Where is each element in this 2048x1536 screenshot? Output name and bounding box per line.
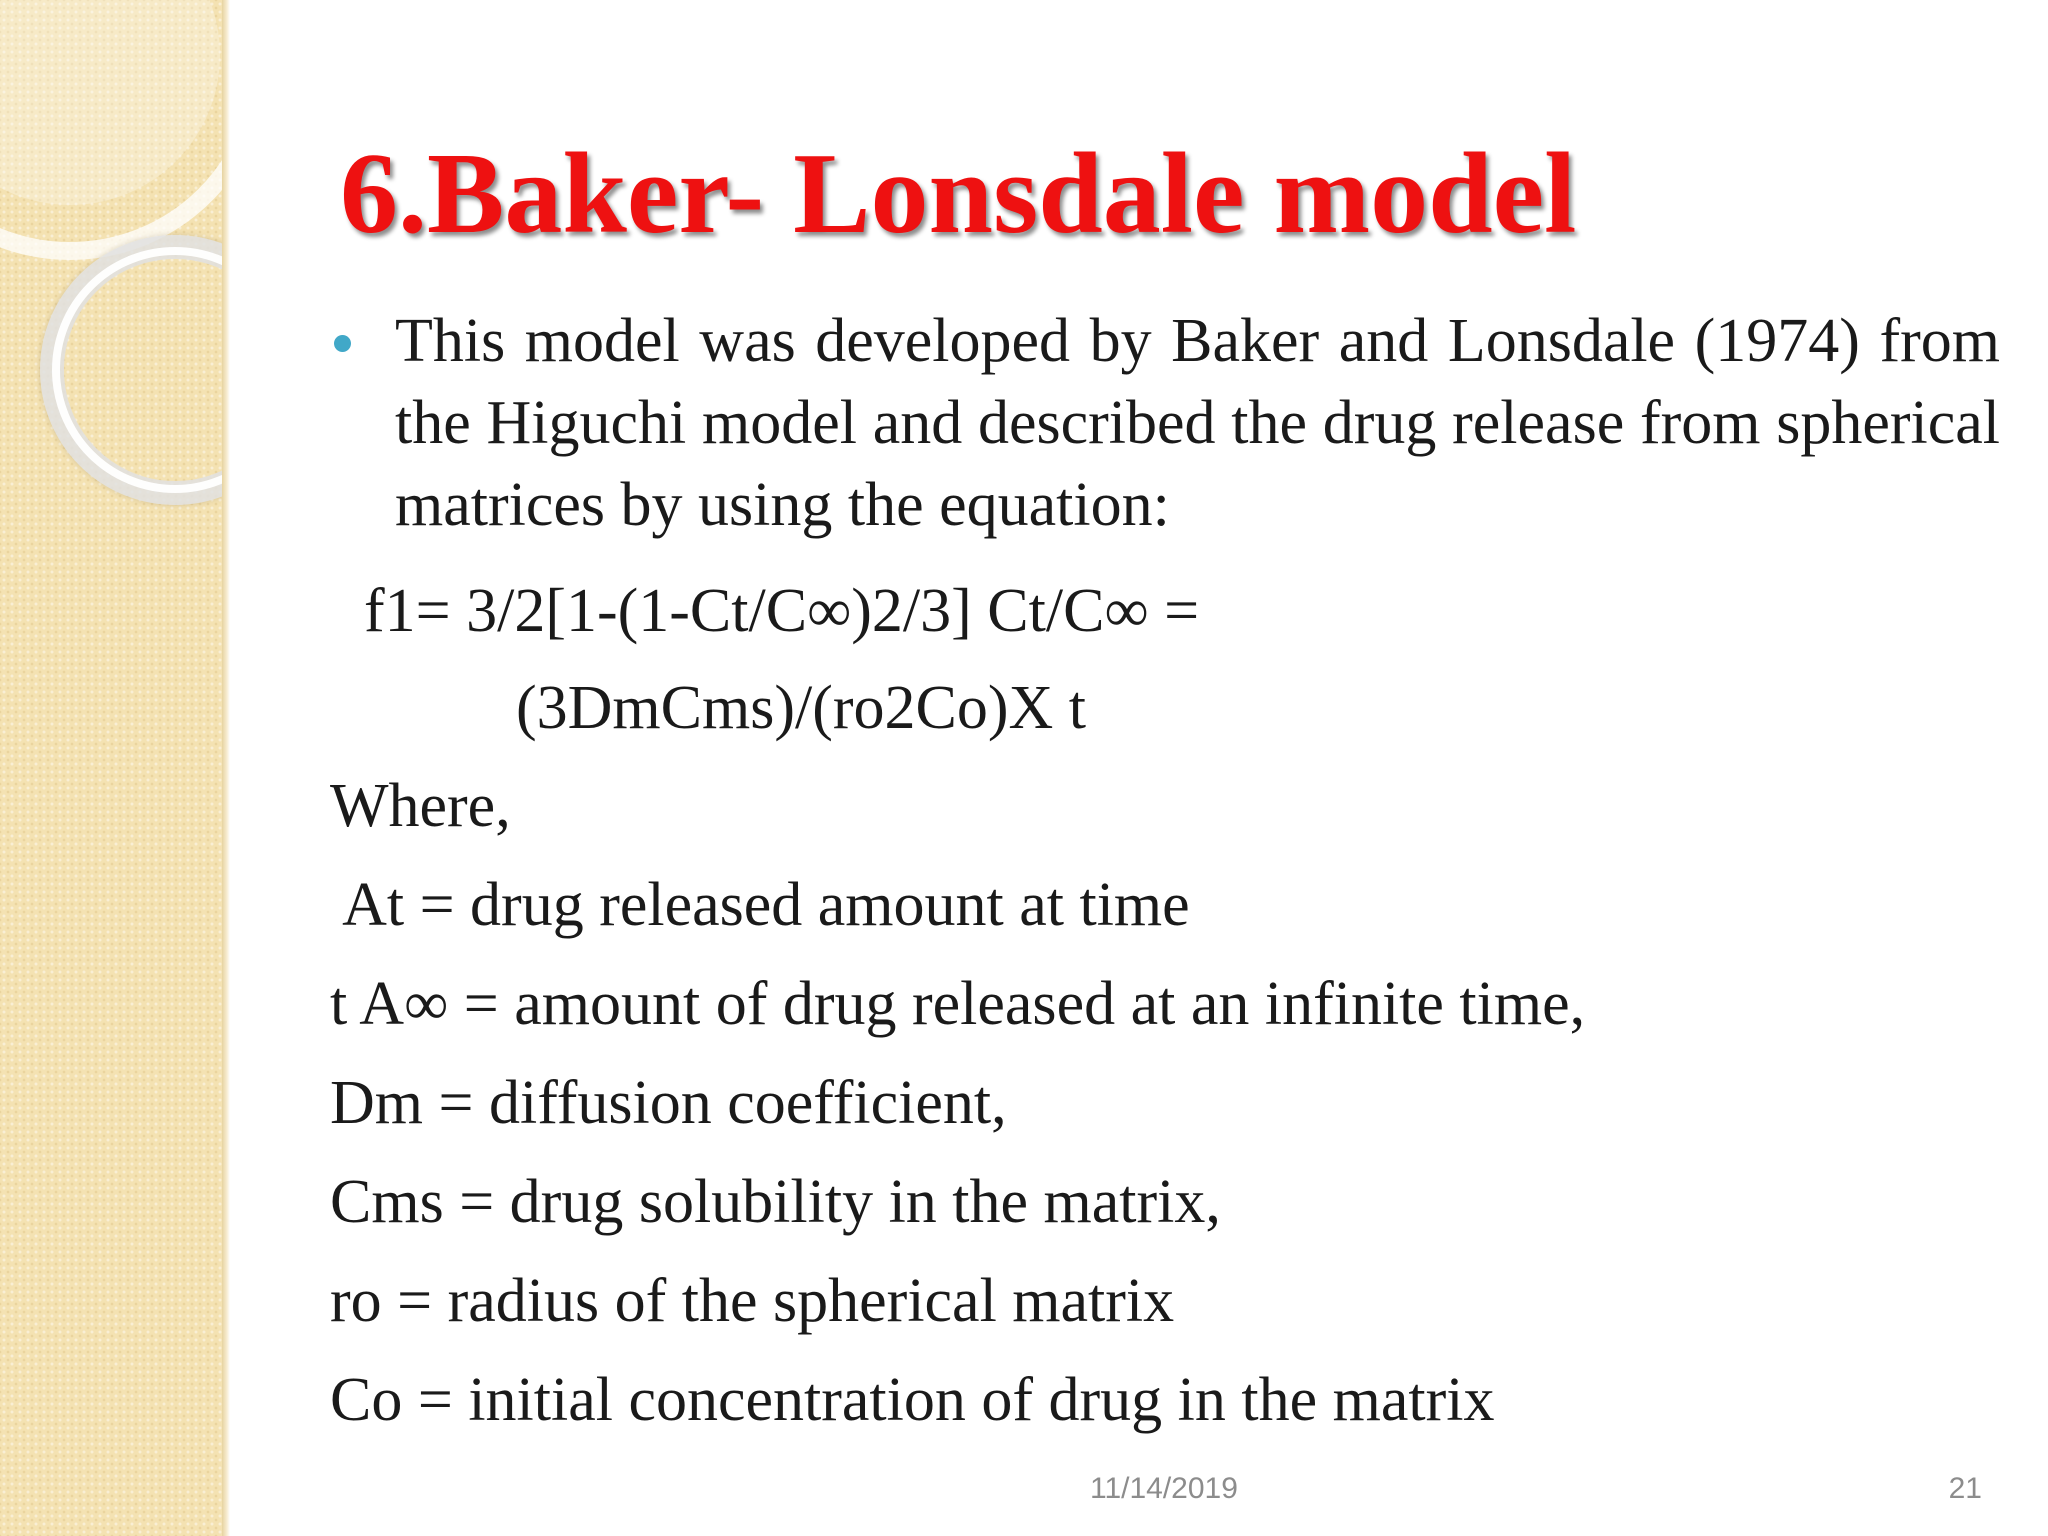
bullet-icon bbox=[334, 335, 351, 352]
bullet-text: This model was developed by Baker and Lonsdale (1974) from the Higuchi model and described the drug release from spherical matrices by using the equation: bbox=[395, 307, 2000, 539]
equation-line-1: f1= 3/2[1-(1-Ct/C∞)2/3] Ct/C∞ = bbox=[364, 577, 1200, 645]
definition-item: ro = radius of the spherical matrix bbox=[330, 1267, 1175, 1335]
definition-item: Dm = diffusion coefficient, bbox=[330, 1069, 1007, 1137]
definition-item: Cms = drug solubility in the matrix, bbox=[330, 1168, 1221, 1236]
footer-date: 11/14/2019 bbox=[1090, 1472, 1238, 1505]
decorative-ring-top bbox=[0, 0, 226, 260]
equation-line-2: (3DmCms)/(ro2Co)X t bbox=[516, 674, 1087, 742]
decorative-side-band bbox=[0, 0, 226, 1536]
slide-number: 21 bbox=[1948, 1472, 1982, 1505]
definition-item: Co = initial concentration of drug in the matrix bbox=[330, 1366, 1495, 1434]
definition-item: t A∞ = amount of drug released at an infinite time, bbox=[330, 970, 1586, 1038]
side-band-edge bbox=[222, 0, 230, 1536]
definition-item: At = drug released amount at time bbox=[330, 871, 1190, 939]
where-label: Where, bbox=[330, 772, 511, 840]
slide-title: 6.Baker- Lonsdale model bbox=[340, 130, 1577, 258]
